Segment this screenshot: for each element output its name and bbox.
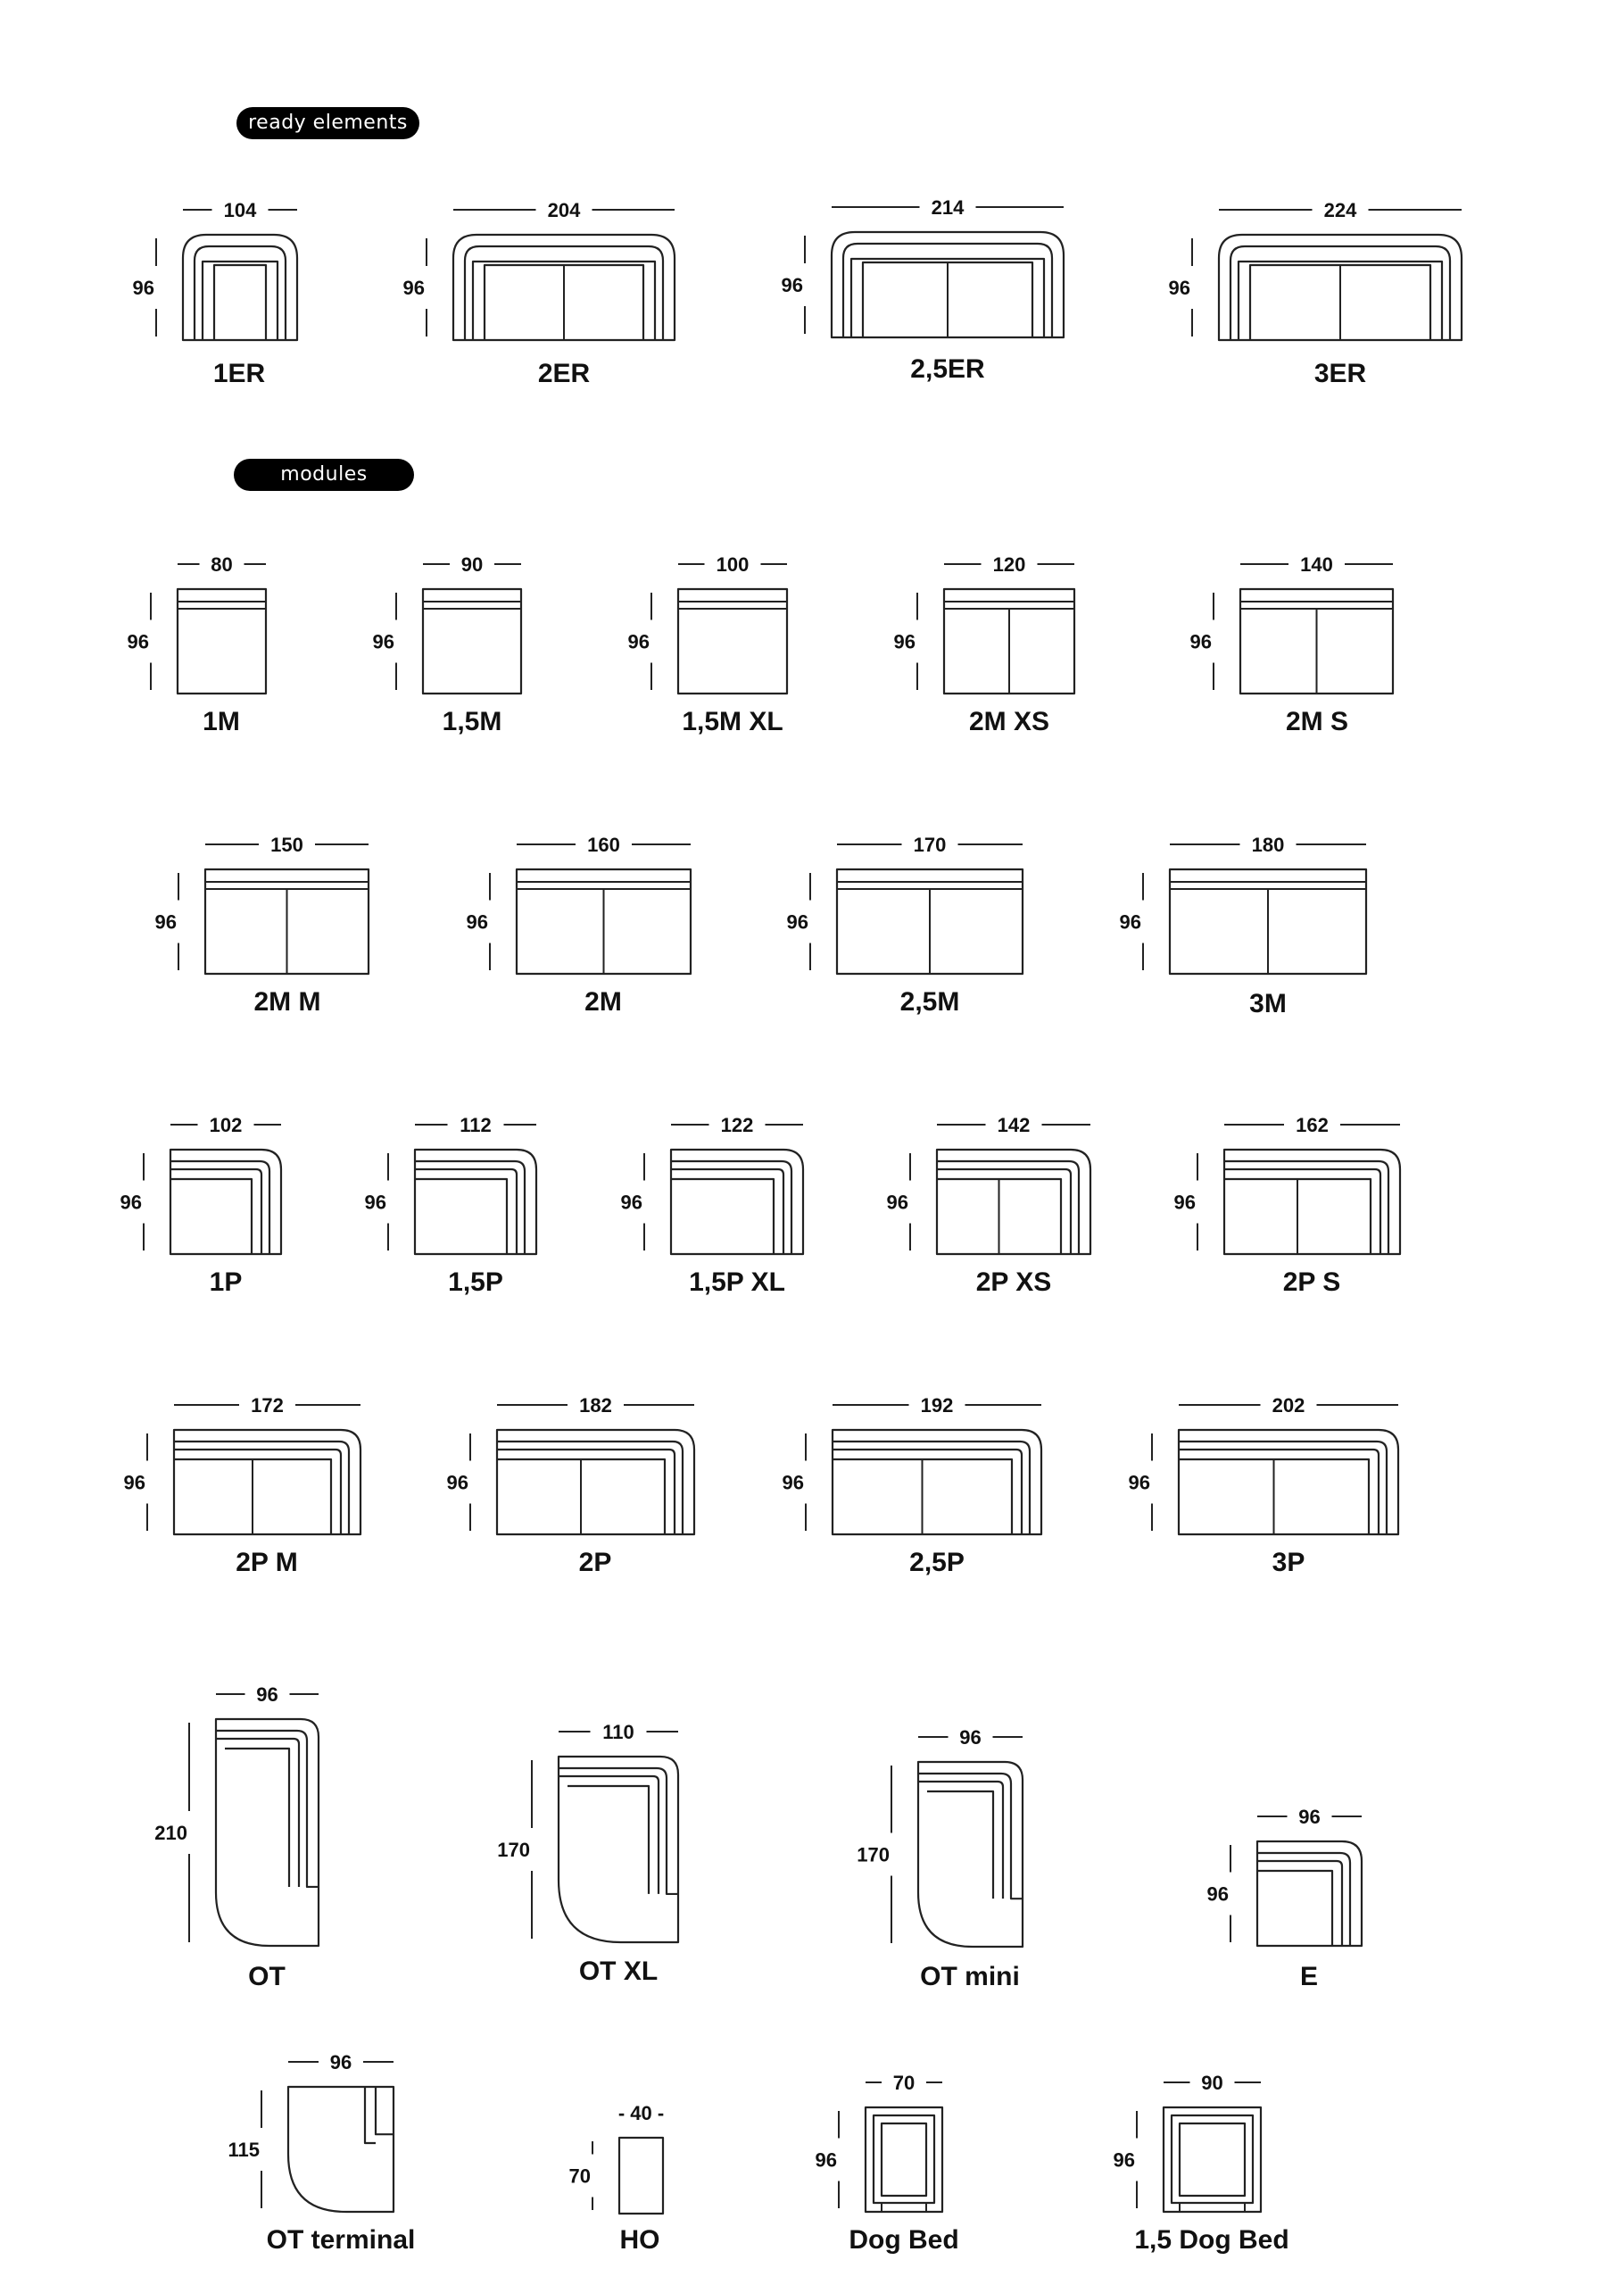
armrest-line [174, 1450, 341, 1534]
height-dimension-label: 96 [786, 910, 808, 934]
module-2p-m [124, 1394, 360, 1577]
module-label: 3P [1272, 1548, 1305, 1577]
height-dimension-label: 96 [886, 1191, 908, 1214]
module-label: 2,5P [909, 1548, 965, 1577]
section-pill-modules: modules [234, 459, 414, 491]
height-dimension-label: 96 [815, 2148, 837, 2172]
seat-cushion-outline [214, 265, 266, 340]
width-dimension-label: 110 [602, 1721, 634, 1743]
module-label: 2,5M [899, 987, 960, 1017]
height-dimension-label: 96 [127, 630, 149, 653]
height-dimension-label: 170 [857, 1843, 890, 1866]
width-dimension-label: 142 [997, 1114, 1031, 1136]
height-dimension-label: 96 [1173, 1191, 1196, 1214]
module-1-5m-xl [628, 553, 787, 736]
module-2er [403, 199, 675, 388]
width-dimension-label: 96 [256, 1683, 278, 1706]
module-outline [288, 2087, 394, 2212]
module-label: 3ER [1313, 359, 1367, 388]
section-pill-ready-elements: ready elements [236, 107, 419, 139]
dog-bed-cushion [882, 2123, 926, 2196]
module-label: HO [619, 2225, 660, 2255]
backrest-line [1224, 1161, 1388, 1254]
backrest-line [174, 1442, 349, 1534]
module-dog-bed [816, 2072, 959, 2255]
armrest-line [671, 1179, 774, 1254]
height-dimension-label: 170 [497, 1839, 530, 1861]
width-dimension-label: 122 [720, 1114, 754, 1136]
module-label: 2M [584, 987, 622, 1017]
height-dimension-label: 96 [893, 630, 916, 653]
height-dimension-label: 96 [466, 910, 488, 934]
dog-bed-inner [874, 2115, 934, 2203]
height-dimension-label: 210 [154, 1822, 187, 1844]
module-outline [178, 589, 266, 694]
backrest-line [216, 1739, 299, 1887]
armrest-line [927, 1791, 993, 1899]
module-label: 2P [578, 1548, 612, 1577]
module-2m-s [1190, 553, 1393, 736]
module-outline [1179, 1430, 1398, 1534]
armrest-line [1224, 1169, 1380, 1254]
module-ot-xl [497, 1721, 678, 1986]
module-label: OT XL [578, 1957, 659, 1986]
height-dimension-label: 96 [123, 1471, 145, 1494]
armrest-line [415, 1169, 517, 1254]
width-dimension-label: - 40 - [617, 2102, 665, 2124]
width-dimension-label: 102 [209, 1114, 243, 1136]
module-3er [1169, 199, 1462, 388]
module-label: 1,5P [448, 1267, 503, 1297]
module-2-5er [782, 196, 1064, 384]
width-dimension-label: 80 [211, 553, 233, 576]
width-dimension-label: 180 [1251, 834, 1285, 856]
backrest-line [1179, 1442, 1387, 1534]
height-dimension-label: 96 [1206, 1882, 1229, 1906]
armrest-line [1179, 1450, 1379, 1534]
module-label: OT terminal [266, 2225, 416, 2255]
height-dimension-label: 96 [1113, 2148, 1135, 2172]
height-dimension-label: 96 [627, 630, 650, 653]
module-outline [415, 1150, 536, 1254]
backrest-line [170, 1161, 269, 1254]
armrest-line [415, 1179, 507, 1254]
backrest-line [833, 1442, 1030, 1534]
module-label: OT mini [920, 1962, 1020, 1991]
module-1er [133, 199, 297, 388]
dog-bed-cushion [1180, 2123, 1245, 2196]
width-dimension-label: 100 [716, 553, 750, 576]
module-2p-s [1174, 1114, 1400, 1297]
width-dimension-label: 90 [460, 553, 484, 576]
module-ot-mini [857, 1726, 1023, 1991]
armrest-line [365, 2087, 376, 2143]
module-1-5p-xl [621, 1114, 803, 1297]
width-dimension-label: 214 [931, 196, 965, 219]
dog-bed-inner [1172, 2115, 1253, 2203]
height-dimension-label: 96 [120, 1191, 142, 1214]
module-2-5m [787, 834, 1023, 1017]
armrest-line [376, 2087, 394, 2134]
width-dimension-label: 96 [959, 1726, 982, 1749]
backrest-line [559, 1776, 659, 1894]
width-dimension-label: 120 [992, 553, 1026, 576]
module-label: OT [248, 1962, 286, 1991]
module-outline [423, 589, 521, 694]
height-dimension-label: 96 [446, 1471, 468, 1494]
height-dimension-label: 96 [372, 630, 394, 653]
armrest-line [937, 1169, 1071, 1254]
armrest-line [1257, 1871, 1332, 1946]
width-dimension-label: 172 [251, 1394, 284, 1417]
module-1-5m [373, 553, 521, 736]
width-dimension-label: 112 [460, 1114, 492, 1136]
module-label: 3M [1249, 989, 1287, 1018]
backrest-line [216, 1731, 319, 1887]
width-dimension-label: 162 [1296, 1114, 1329, 1136]
module-1m [128, 553, 266, 736]
height-dimension-label: 96 [154, 910, 177, 934]
height-dimension-label: 96 [1168, 277, 1190, 299]
module-label: 2ER [537, 359, 591, 388]
module-1-5p [365, 1114, 536, 1297]
height-dimension-label: 96 [402, 277, 425, 299]
width-dimension-label: 192 [920, 1394, 954, 1417]
module-label: 1ER [212, 359, 266, 388]
height-dimension-label: 115 [228, 2139, 260, 2161]
module-label: 2M XS [968, 707, 1050, 736]
module-label: 1,5M [442, 707, 502, 736]
module-2-5p [783, 1394, 1041, 1577]
module-outline [174, 1430, 360, 1534]
module-2m-xs [894, 553, 1074, 736]
width-dimension-label: 96 [1298, 1806, 1321, 1828]
module-label: 1,5P XL [689, 1267, 785, 1297]
module-outline [619, 2138, 663, 2214]
module-label: 1,5 Dog Bed [1134, 2225, 1289, 2255]
backrest-line [497, 1442, 683, 1534]
armrest-line [568, 1786, 649, 1894]
module-label: 2P M [236, 1548, 298, 1577]
backrest-line [559, 1768, 678, 1894]
module-outline [170, 1150, 281, 1254]
width-dimension-label: 224 [1323, 199, 1357, 221]
module-outline [1224, 1150, 1400, 1254]
backrest-line [1257, 1853, 1350, 1946]
module-ho [569, 2102, 665, 2255]
width-dimension-label: 70 [892, 2072, 916, 2094]
module-3p [1129, 1394, 1398, 1577]
module-label: 1M [203, 707, 240, 736]
height-dimension-label: 96 [620, 1191, 642, 1214]
width-dimension-label: 202 [1272, 1394, 1305, 1417]
module-label: 2M M [253, 987, 321, 1017]
module-2m [467, 834, 691, 1017]
width-dimension-label: 170 [913, 834, 947, 856]
module-label: 2P XS [975, 1267, 1052, 1297]
module-outline [918, 1762, 1023, 1947]
height-dimension-label: 96 [1128, 1471, 1150, 1494]
armrest-line [170, 1179, 252, 1254]
armrest-line [671, 1169, 783, 1254]
height-dimension-label: 96 [1119, 910, 1141, 934]
height-dimension-label: 96 [364, 1191, 386, 1214]
armrest-line [833, 1450, 1022, 1534]
module-label: 1P [209, 1267, 243, 1297]
module-outline [678, 589, 787, 694]
width-dimension-label: 150 [270, 834, 303, 856]
height-dimension-label: 96 [132, 277, 154, 299]
width-dimension-label: 90 [1201, 2072, 1223, 2094]
width-dimension-label: 204 [547, 199, 581, 221]
width-dimension-label: 96 [329, 2051, 352, 2073]
backrest-line [415, 1161, 525, 1254]
armrest-line [225, 1749, 289, 1887]
width-dimension-label: 140 [1300, 553, 1333, 576]
module-label: 1,5M XL [682, 707, 783, 736]
module-2p [447, 1394, 694, 1577]
module-outline [216, 1719, 319, 1946]
backrest-line [918, 1782, 1003, 1899]
module-outline [833, 1430, 1041, 1534]
module-1-5-dog-bed [1114, 2072, 1289, 2255]
module-ot [154, 1683, 319, 1991]
module-ot-terminal [228, 2051, 416, 2255]
module-outline [559, 1757, 678, 1942]
backrest-line [1257, 1861, 1342, 1946]
module-e [1207, 1806, 1362, 1991]
module-outline [1257, 1841, 1362, 1946]
module-outline [937, 1150, 1090, 1254]
backrest-line [937, 1161, 1079, 1254]
armrest-line [170, 1169, 261, 1254]
width-dimension-label: 182 [579, 1394, 612, 1417]
module-label: E [1299, 1962, 1319, 1991]
height-dimension-label: 96 [781, 274, 803, 296]
module-label: 2P S [1282, 1267, 1341, 1297]
height-dimension-label: 96 [1189, 630, 1212, 653]
height-dimension-label: 70 [568, 2165, 591, 2188]
module-label: 2M S [1285, 707, 1349, 736]
module-1p [120, 1114, 281, 1297]
module-3m [1120, 834, 1366, 1018]
module-2m-m [155, 834, 369, 1017]
module-label: 2,5ER [910, 354, 985, 384]
armrest-line [497, 1450, 675, 1534]
module-2p-xs [887, 1114, 1090, 1297]
width-dimension-label: 160 [587, 834, 620, 856]
backrest-line [195, 246, 286, 340]
height-dimension-label: 96 [782, 1471, 804, 1494]
width-dimension-label: 104 [223, 199, 257, 221]
sofa-outline [183, 235, 297, 340]
module-label: Dog Bed [849, 2225, 959, 2255]
